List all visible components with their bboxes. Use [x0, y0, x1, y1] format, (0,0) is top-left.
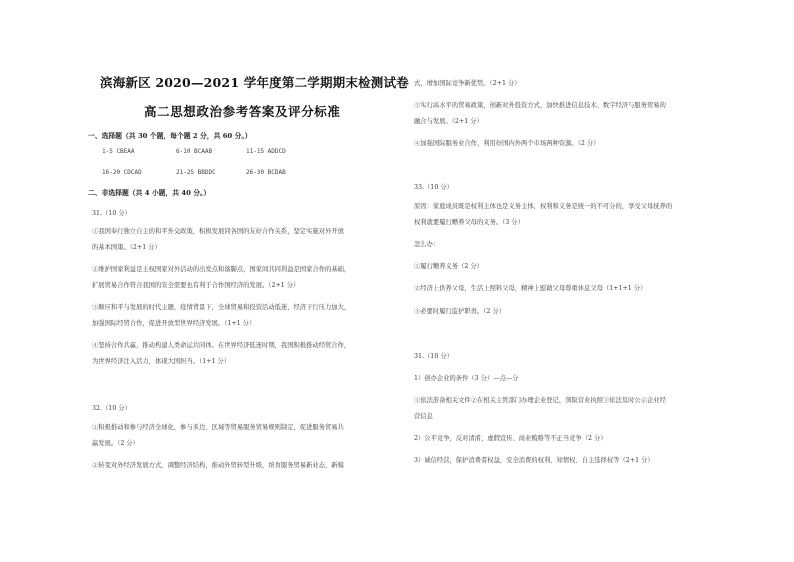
answers-6-10: 6-10 BCAAB [176, 148, 213, 155]
q32-point3-line1: ③实行高水平的贸易政策，创新对外投资方式，加快推进信息技术、数字经济与服务贸易的 [414, 102, 666, 109]
q31-point1-line2: 的基本国策。（2+1 分） [92, 244, 161, 251]
answers-16-20: 16-20 CDCAD [102, 169, 142, 176]
q32-point4: ④加强国际服务业合作，利用好国内外两个市场两种资源。（2 分） [414, 140, 600, 147]
q31-point3-line1: ③顺应和平与发展的时代主题，疫情背景下，全球贸易和投资活动低迷，经济下行压力加大， [92, 304, 351, 311]
q33-label: 33.（10 分） [414, 184, 453, 191]
answers-11-15: 11-15 ADDCD [246, 148, 286, 155]
q32-label: 32.（10 分） [92, 405, 131, 412]
q34-label: 31.（10 分） [414, 353, 453, 360]
q32-point2-line2: 式，增加国际竞争新优势。（2+1 分） [414, 80, 521, 87]
q32-point1-line2: 赢发展。（2 分） [92, 440, 139, 447]
q32-point2-line1: ②转变对外经济发展方式，调整经济结构，推动外贸转型升级，培育服务贸易新业态、新模 [92, 462, 344, 469]
q33-how-label: 怎么办： [414, 241, 440, 248]
answers-21-25: 21-25 BBDDC [176, 169, 216, 176]
document-subtitle: 高二思想政治参考答案及评分标准 [144, 104, 341, 119]
document-title: 滨海新区 2020—2021 学年度第二学期期末检测试卷 [100, 75, 409, 90]
q32-point1-line1: ①积极推动和参与经济全球化，参与多边、区域等贸易服务贸易规则制定，促进服务贸易共 [92, 424, 344, 431]
q34-point1-detail-line1: ①依法准备相关文件②在相关主管部门办理企业登记，领取营业执照③依法及时公示企业经 [414, 397, 666, 404]
q32-point3-line2: 融合与发展。（2+1 分） [414, 118, 483, 125]
q31-point3-line2: 加强国际经贸合作，促进开放型世界经济发展。（1+1 分） [92, 320, 256, 327]
q34-point2: 2）公平竞争，反对清淆、虚假宣传、商业贿赂等不正当竞争（2 分） [414, 435, 607, 442]
q34-point1: 1）创办企业的条件（3 分）—点—分 [414, 375, 519, 382]
q31-point4-line2: 为世界经济注入活力，体现大国担当。（1+1 分） [92, 358, 231, 365]
q33-point1: ①履行赡养义务（2 分） [414, 263, 483, 270]
q31-point4-line1: ④坚持合作共赢，推动构建人类命运共同体。在世界经济低迷时期，我国积极推动经贸合作， [92, 342, 351, 349]
q34-point3: 3）诚信经营，保护消费者权益，安全消费的权利、知情权、自主选择权等（2+1 分） [414, 457, 654, 464]
q33-point3: ③必要时履行监护职责。（2 分） [414, 308, 506, 315]
answers-26-30: 26-30 BCDAB [246, 169, 286, 176]
q34-point1-detail-line2: 营信息 [414, 413, 433, 420]
q31-point2-line1: ②维护国家利益是主权国家对外活动的出发点和落脚点，国家间共同利益是国家合作的基础， [92, 266, 351, 273]
section1-heading: 一、选择题（共 30 个题，每个题 2 分，共 60 分。） [88, 132, 252, 140]
answers-1-5: 1-5 CBEAA [102, 148, 135, 155]
section2-heading: 二、非选择题（共 4 小题，共 40 分。） [88, 189, 211, 197]
q31-point2-line2: 扩展贸易合作符合我国的安全需要也有利于合作国经济的发展。（2+1 分） [92, 282, 300, 289]
q31-label: 31.（10 分） [92, 210, 131, 217]
q33-reason-line1: 原因：家庭成员既是权利主体也是义务主体，权利和义务是统一的不可分的，享受父母抚养的 [414, 203, 673, 210]
q33-point2: ②经济上供养父母，生活上照料父母，精神上慰藉父母尊重休息父母（1+1+1 分） [414, 285, 647, 292]
q31-point1-line1: ①我国奉行独立自主的和平外交政策，积极发展同各国的友好合作关系，坚定实施对外开放 [92, 228, 344, 235]
q33-reason-line2: 权利就要履行赡养父母的义务。（3 分） [414, 219, 524, 226]
